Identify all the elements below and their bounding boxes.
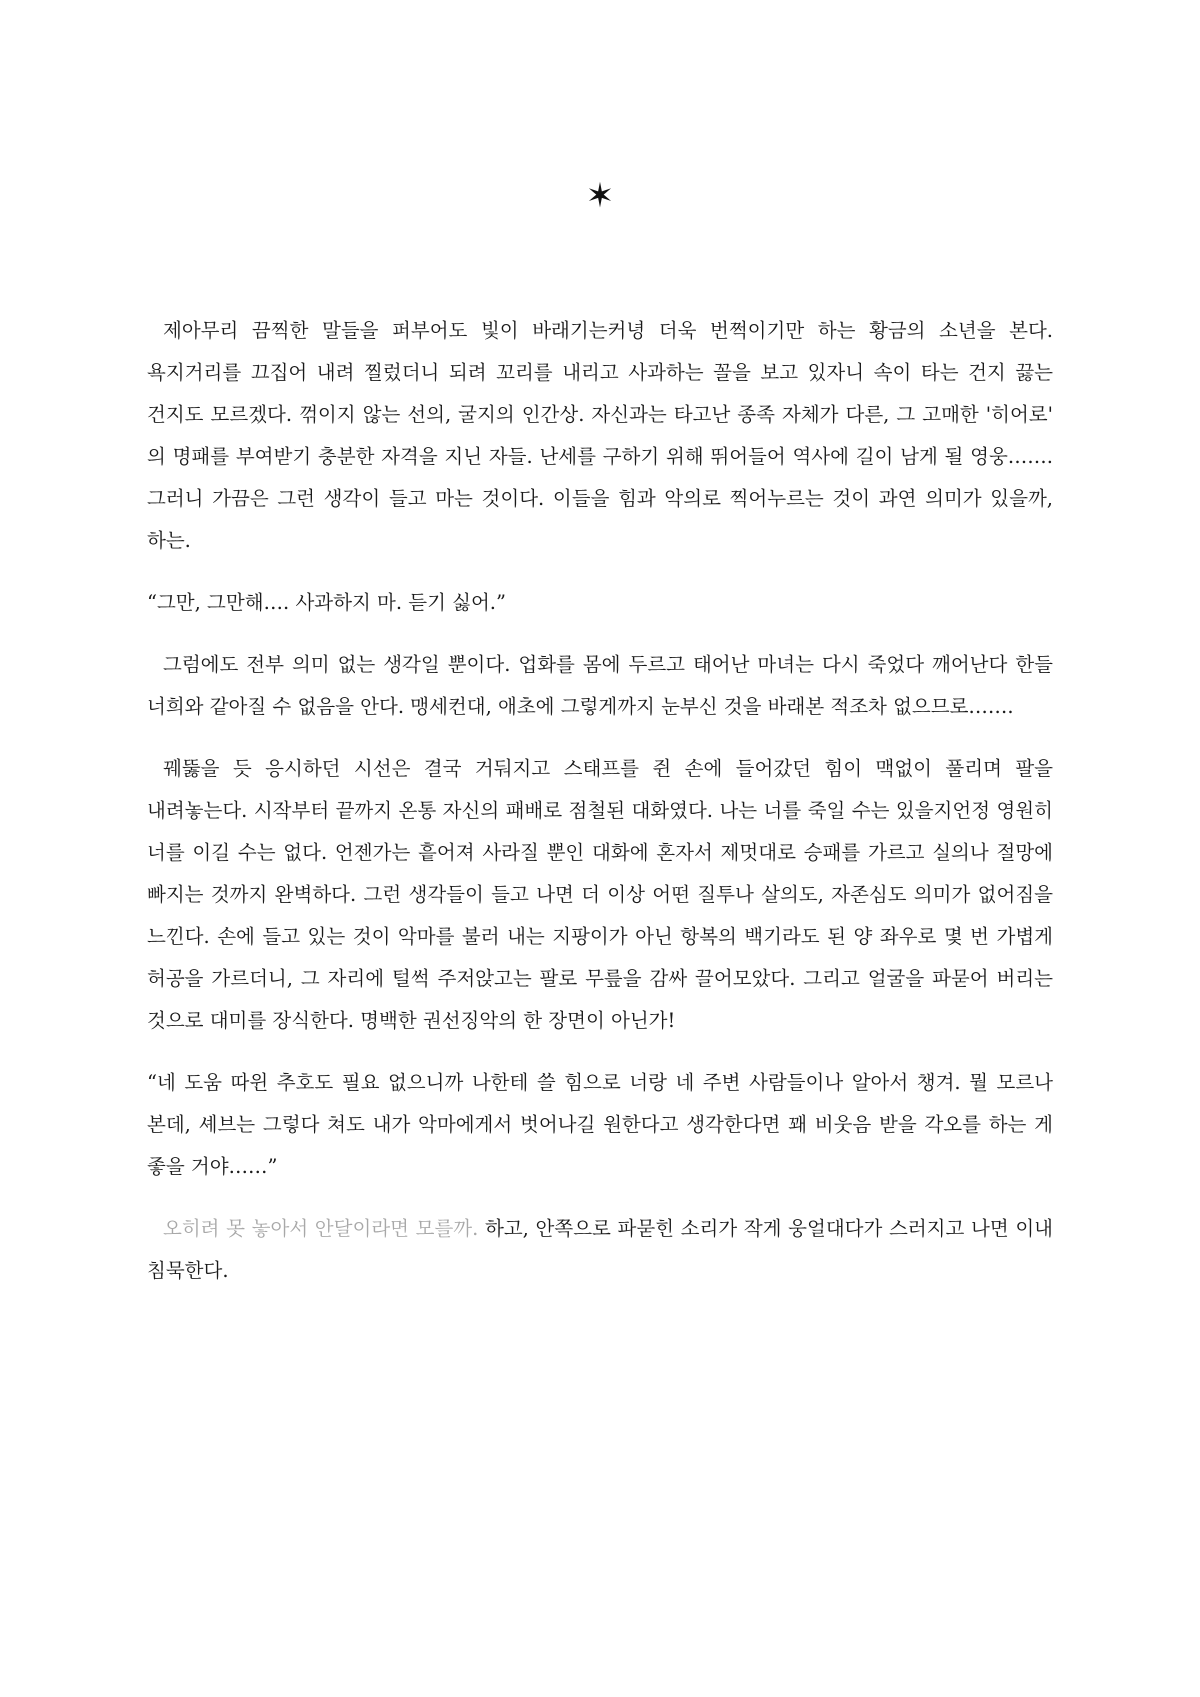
faint-muttered-text: 오히려 못 놓아서 안달이라면 모를까.: [163, 1217, 479, 1240]
star-ornament-icon: ✶: [585, 176, 615, 216]
story-body: [147, 310, 1053, 1292]
dialogue-1: “그만, 그만해…. 사과하지 마. 듣기 싫어.”: [147, 591, 506, 614]
paragraph-4-rest: 하고, 안쪽으로 파묻힌 소리가 작게 웅얼대다가 스러지고 나면 이내 침묵한다.: [147, 1217, 1053, 1282]
dialogue-2: “네 도움 따윈 추호도 필요 없으니까 나한테 쓸 힘으로 너랑 네 주변 사람들이나 알아서 챙겨. 뭘 모르나 본데, 셰브는 그렇다 쳐도 내가 악마에게서 벗어나길 원한다고 생각한다면 꽤 비웃음 받을 각오를 하는 게 좋을 거야……”: [147, 1071, 1053, 1178]
paragraph-1: 제아무리 끔찍한 말들을 퍼부어도 빛이 바래기는커녕 더욱 번쩍이기만 하는 황금의 소년을 본다. 욕지거리를 끄집어 내려 찔렀더니 되려 꼬리를 내리고 사과하는 꼴을 보고 있자니 속이 타는 건지 끓는 건지도 모르겠다. 꺾이지 않는 선의, 굴지의 인간상. 자신과는 타고난 종족 자체가 다른, 그 고매한 '히어로' 의 명패를 부여받기 충분한 자격을 지닌 자들. 난세를 구하기 위해 뛰어들어 역사에 길이 남게 될 영웅……. 그러니 가끔은 그런 생각이 들고 마는 것이다. 이들을 힘과 악의로 찍어누르는 것이 과연 의미가 있을까, 하는.: [147, 319, 1053, 552]
paragraph-3: 꿰뚫을 듯 응시하던 시선은 결국 거둬지고 스태프를 쥔 손에 들어갔던 힘이 맥없이 풀리며 팔을 내려놓는다. 시작부터 끝까지 온통 자신의 패배로 점철된 대화였다. 나는 너를 죽일 수는 있을지언정 영원히 너를 이길 수는 없다. 언젠가는 흩어져 사라질 뿐인 대화에 혼자서 제멋대로 승패를 가르고 실의나 절망에 빠지는 것까지 완벽하다. 그런 생각들이 들고 나면 더 이상 어떤 질투나 살의도, 자존심도 의미가 없어짐을 느낀다. 손에 들고 있는 것이 악마를 불러 내는 지팡이가 아닌 항복의 백기라도 된 양 좌우로 몇 번 가볍게 허공을 가르더니, 그 자리에 털썩 주저앉고는 팔로 무릎을 감싸 끌어모았다. 그리고 얼굴을 파묻어 버리는 것으로 대미를 장식한다. 명백한 권선징악의 한 장면이 아닌가!: [147, 757, 1053, 1032]
paragraph-2: 그럼에도 전부 의미 없는 생각일 뿐이다. 업화를 몸에 두르고 태어난 마녀는 다시 죽었다 깨어난다 한들 너희와 같아질 수 없음을 안다. 맹세컨대, 애초에 그렇게까지 눈부신 것을 바래본 적조차 없으므로…….: [147, 653, 1053, 718]
document-page: [147, 0, 1053, 1697]
paragraph-4: [147, 1208, 1053, 1292]
